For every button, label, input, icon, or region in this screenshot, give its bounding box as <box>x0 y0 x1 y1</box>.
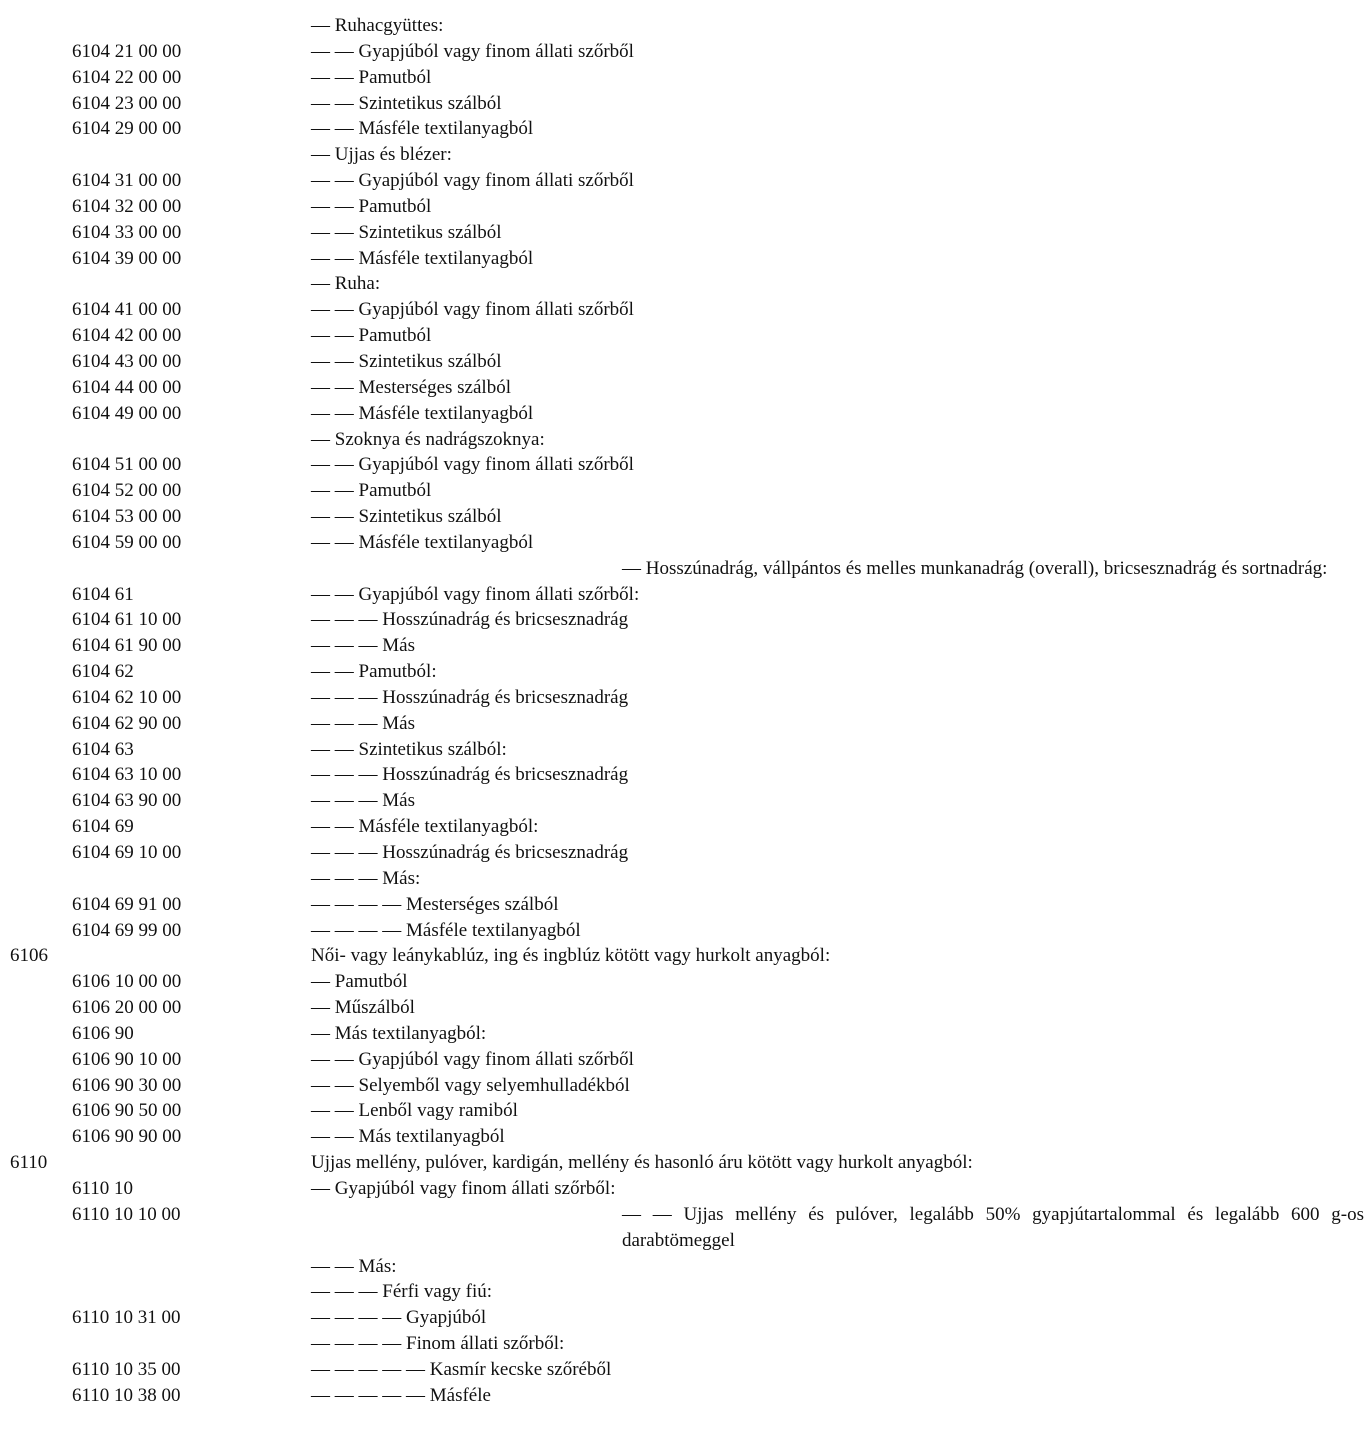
item-description: — Hosszúnadrág, vállpántos és melles munkanadrág (overall), bricsesznadrág és sortnadrág: <box>622 557 1328 579</box>
tariff-row <box>0 1150 1077 1176</box>
tariff-code: 6106 20 00 00 <box>72 997 182 1019</box>
tariff-row <box>0 1202 1364 1254</box>
item-description: — — Szintetikus szálból: <box>311 738 507 760</box>
tariff-row <box>0 866 1077 892</box>
item-description: — — Gyapjúból vagy finom állati szőrből <box>311 1048 634 1070</box>
item-description: — — — — Másféle textilanyagból <box>311 919 581 941</box>
tariff-row <box>0 13 1077 39</box>
tariff-row <box>0 1254 1077 1280</box>
item-description: — — Más: <box>311 1255 397 1277</box>
tariff-code: 6104 63 10 00 <box>72 764 182 786</box>
tariff-row <box>0 659 1077 685</box>
item-description: — — — Más <box>311 712 415 734</box>
tariff-row <box>0 194 1077 220</box>
tariff-code: 6104 32 00 00 <box>72 195 182 217</box>
tariff-code: 6104 61 10 00 <box>72 609 182 631</box>
tariff-code: 6104 44 00 00 <box>72 376 182 398</box>
tariff-code: 6110 10 <box>72 1177 134 1199</box>
item-description: — — — — — Másféle <box>311 1384 491 1406</box>
heading-code: 6106 <box>10 945 48 967</box>
tariff-code: 6104 29 00 00 <box>72 118 182 140</box>
tariff-row <box>0 271 1077 297</box>
tariff-row <box>0 711 1077 737</box>
tariff-code: 6104 61 90 00 <box>72 635 182 657</box>
item-description: — — Gyapjúból vagy finom állati szőrből <box>311 454 634 476</box>
tariff-code: 6104 63 <box>72 738 134 760</box>
tariff-code: 6104 39 00 00 <box>72 247 182 269</box>
item-description: — — Másféle textilanyagból <box>311 402 534 424</box>
item-description: — — Selyemből vagy selyemhulladékból <box>311 1074 630 1096</box>
tariff-row <box>0 1305 1077 1331</box>
tariff-code: 6104 42 00 00 <box>72 325 182 347</box>
item-description: — — — — Mesterséges szálból <box>311 893 559 915</box>
item-description: — — Szintetikus szálból <box>311 221 502 243</box>
tariff-code: 6110 10 35 00 <box>72 1358 181 1380</box>
tariff-row <box>0 220 1077 246</box>
item-description: — — Pamutból <box>311 195 432 217</box>
tariff-row <box>0 1279 1077 1305</box>
tariff-row <box>0 427 1077 453</box>
tariff-row <box>0 892 1077 918</box>
tariff-row <box>0 556 1328 582</box>
tariff-code: 6104 33 00 00 <box>72 221 182 243</box>
tariff-row <box>0 1357 1077 1383</box>
item-description: — — Szintetikus szálból <box>311 350 502 372</box>
tariff-row <box>0 91 1077 117</box>
tariff-code: 6106 10 00 00 <box>72 971 182 993</box>
tariff-row <box>0 788 1077 814</box>
item-description: — — Pamutból: <box>311 661 437 683</box>
tariff-code: 6104 43 00 00 <box>72 350 182 372</box>
tariff-row <box>0 969 1077 995</box>
tariff-code: 6104 41 00 00 <box>72 299 182 321</box>
tariff-code: 6110 10 10 00 <box>72 1203 181 1225</box>
tariff-code: 6104 63 90 00 <box>72 790 182 812</box>
tariff-row <box>0 1124 1077 1150</box>
item-description: — Pamutból <box>311 971 408 993</box>
tariff-row <box>0 762 1077 788</box>
tariff-row <box>0 1098 1077 1124</box>
tariff-row <box>0 1021 1077 1047</box>
tariff-row <box>0 375 1077 401</box>
tariff-row <box>0 530 1077 556</box>
tariff-code: 6106 90 50 00 <box>72 1100 182 1122</box>
tariff-row <box>0 39 1077 65</box>
tariff-code: 6104 69 <box>72 816 134 838</box>
item-description: — — Gyapjúból vagy finom állati szőrből <box>311 40 634 62</box>
tariff-code: 6104 21 00 00 <box>72 40 182 62</box>
tariff-row <box>0 737 1077 763</box>
tariff-code: 6104 31 00 00 <box>72 170 182 192</box>
tariff-row <box>0 582 1077 608</box>
tariff-row <box>0 943 1077 969</box>
item-description: — — — Férfi vagy fiú: <box>311 1281 493 1303</box>
item-description: — — — — Finom állati szőrből: <box>311 1333 565 1355</box>
item-description: — — Pamutból <box>311 325 432 347</box>
item-description: — — Gyapjúból vagy finom állati szőrből <box>311 299 634 321</box>
heading-code: 6110 <box>10 1152 48 1174</box>
tariff-row <box>0 504 1077 530</box>
item-description: — Ruhacgyüttes: <box>311 15 444 36</box>
item-description: — — Szintetikus szálból <box>311 506 502 528</box>
tariff-code: 6104 62 10 00 <box>72 686 182 708</box>
item-description: — — — Hosszúnadrág és bricsesznadrág <box>311 686 629 708</box>
tariff-row <box>0 65 1077 91</box>
tariff-row <box>0 478 1077 504</box>
tariff-row <box>0 116 1077 142</box>
tariff-code: 6106 90 10 00 <box>72 1048 182 1070</box>
tariff-row <box>0 349 1077 375</box>
tariff-row <box>0 297 1077 323</box>
item-description: — — — Más <box>311 790 415 812</box>
item-description: — — — — Gyapjúból <box>311 1307 487 1329</box>
tariff-row <box>0 452 1077 478</box>
tariff-code: 6110 10 38 00 <box>72 1384 181 1406</box>
item-description: — — — — — Kasmír kecske szőréből <box>311 1358 612 1380</box>
tariff-row <box>0 633 1077 659</box>
tariff-code: 6104 23 00 00 <box>72 92 182 114</box>
item-description: Ujjas mellény, pulóver, kardigán, mellény és hasonló áru kötött vagy hurkolt anyagból: <box>311 1152 973 1174</box>
item-description: — Más textilanyagból: <box>311 1022 487 1044</box>
item-description: — — Ujjas mellény és pulóver, legalább 50% gyapjútartalommal és legalább 600 g-os darabtömeggel <box>622 1203 1364 1251</box>
tariff-code: 6104 62 90 00 <box>72 712 182 734</box>
tariff-code: 6104 22 00 00 <box>72 66 182 88</box>
tariff-row <box>0 1176 1077 1202</box>
item-description: — Szoknya és nadrágszoknya: <box>311 428 545 450</box>
item-description: — — Másféle textilanyagból: <box>311 816 539 838</box>
tariff-code: 6110 10 31 00 <box>72 1307 181 1329</box>
tariff-code: 6104 51 00 00 <box>72 454 182 476</box>
tariff-code: 6104 53 00 00 <box>72 506 182 528</box>
tariff-row <box>0 142 1077 168</box>
item-description: — — Mesterséges szálból <box>311 376 511 398</box>
item-description: — — Másféle textilanyagból <box>311 531 534 553</box>
tariff-code: 6106 90 90 00 <box>72 1126 182 1148</box>
tariff-code: 6106 90 30 00 <box>72 1074 182 1096</box>
tariff-row <box>0 246 1077 272</box>
item-description: — Műszálból <box>311 997 415 1019</box>
item-description: — — Másféle textilanyagból <box>311 247 534 269</box>
item-description: — — Gyapjúból vagy finom állati szőrből: <box>311 583 640 605</box>
tariff-row <box>0 814 1077 840</box>
tariff-code: 6104 62 <box>72 661 134 683</box>
tariff-row <box>0 685 1077 711</box>
tariff-code: 6106 90 <box>72 1022 134 1044</box>
item-description: — — — Hosszúnadrág és bricsesznadrág <box>311 764 629 786</box>
tariff-row <box>0 168 1077 194</box>
item-description: — — — Hosszúnadrág és bricsesznadrág <box>311 842 629 863</box>
tariff-row <box>0 1331 1077 1357</box>
item-description: Női- vagy leánykablúz, ing és ingblúz kötött vagy hurkolt anyagból: <box>311 945 831 967</box>
tariff-code: 6104 69 10 00 <box>72 842 182 863</box>
tariff-row <box>0 607 1077 633</box>
item-description: — Ruha: <box>311 273 381 295</box>
tariff-code-list <box>0 13 1364 1409</box>
item-description: — — — Más <box>311 635 415 657</box>
item-description: — — Más textilanyagból <box>311 1126 505 1148</box>
item-description: — — Másféle textilanyagból <box>311 118 534 140</box>
tariff-row <box>0 918 1077 944</box>
item-description: — — Pamutból <box>311 480 432 502</box>
tariff-row <box>0 995 1077 1021</box>
tariff-code: 6104 59 00 00 <box>72 531 182 553</box>
item-description: — — Lenből vagy ramiból <box>311 1100 518 1122</box>
item-description: — — Pamutból <box>311 66 432 88</box>
tariff-code: 6104 49 00 00 <box>72 402 182 424</box>
item-description: — — — Hosszúnadrág és bricsesznadrág <box>311 609 629 631</box>
tariff-row <box>0 1047 1077 1073</box>
tariff-row <box>0 1383 1077 1409</box>
item-description: — Ujjas és blézer: <box>311 144 452 166</box>
tariff-code: 6104 61 <box>72 583 134 605</box>
item-description: — — Gyapjúból vagy finom állati szőrből <box>311 170 634 192</box>
tariff-row <box>0 401 1077 427</box>
tariff-row <box>0 1073 1077 1099</box>
tariff-row <box>0 323 1077 349</box>
tariff-row <box>0 840 1077 866</box>
item-description: — Gyapjúból vagy finom állati szőrből: <box>311 1177 616 1199</box>
tariff-code: 6104 69 99 00 <box>72 919 182 941</box>
item-description: — — Szintetikus szálból <box>311 92 502 114</box>
tariff-code: 6104 52 00 00 <box>72 480 182 502</box>
tariff-code: 6104 69 91 00 <box>72 893 182 915</box>
item-description: — — — Más: <box>311 867 421 889</box>
